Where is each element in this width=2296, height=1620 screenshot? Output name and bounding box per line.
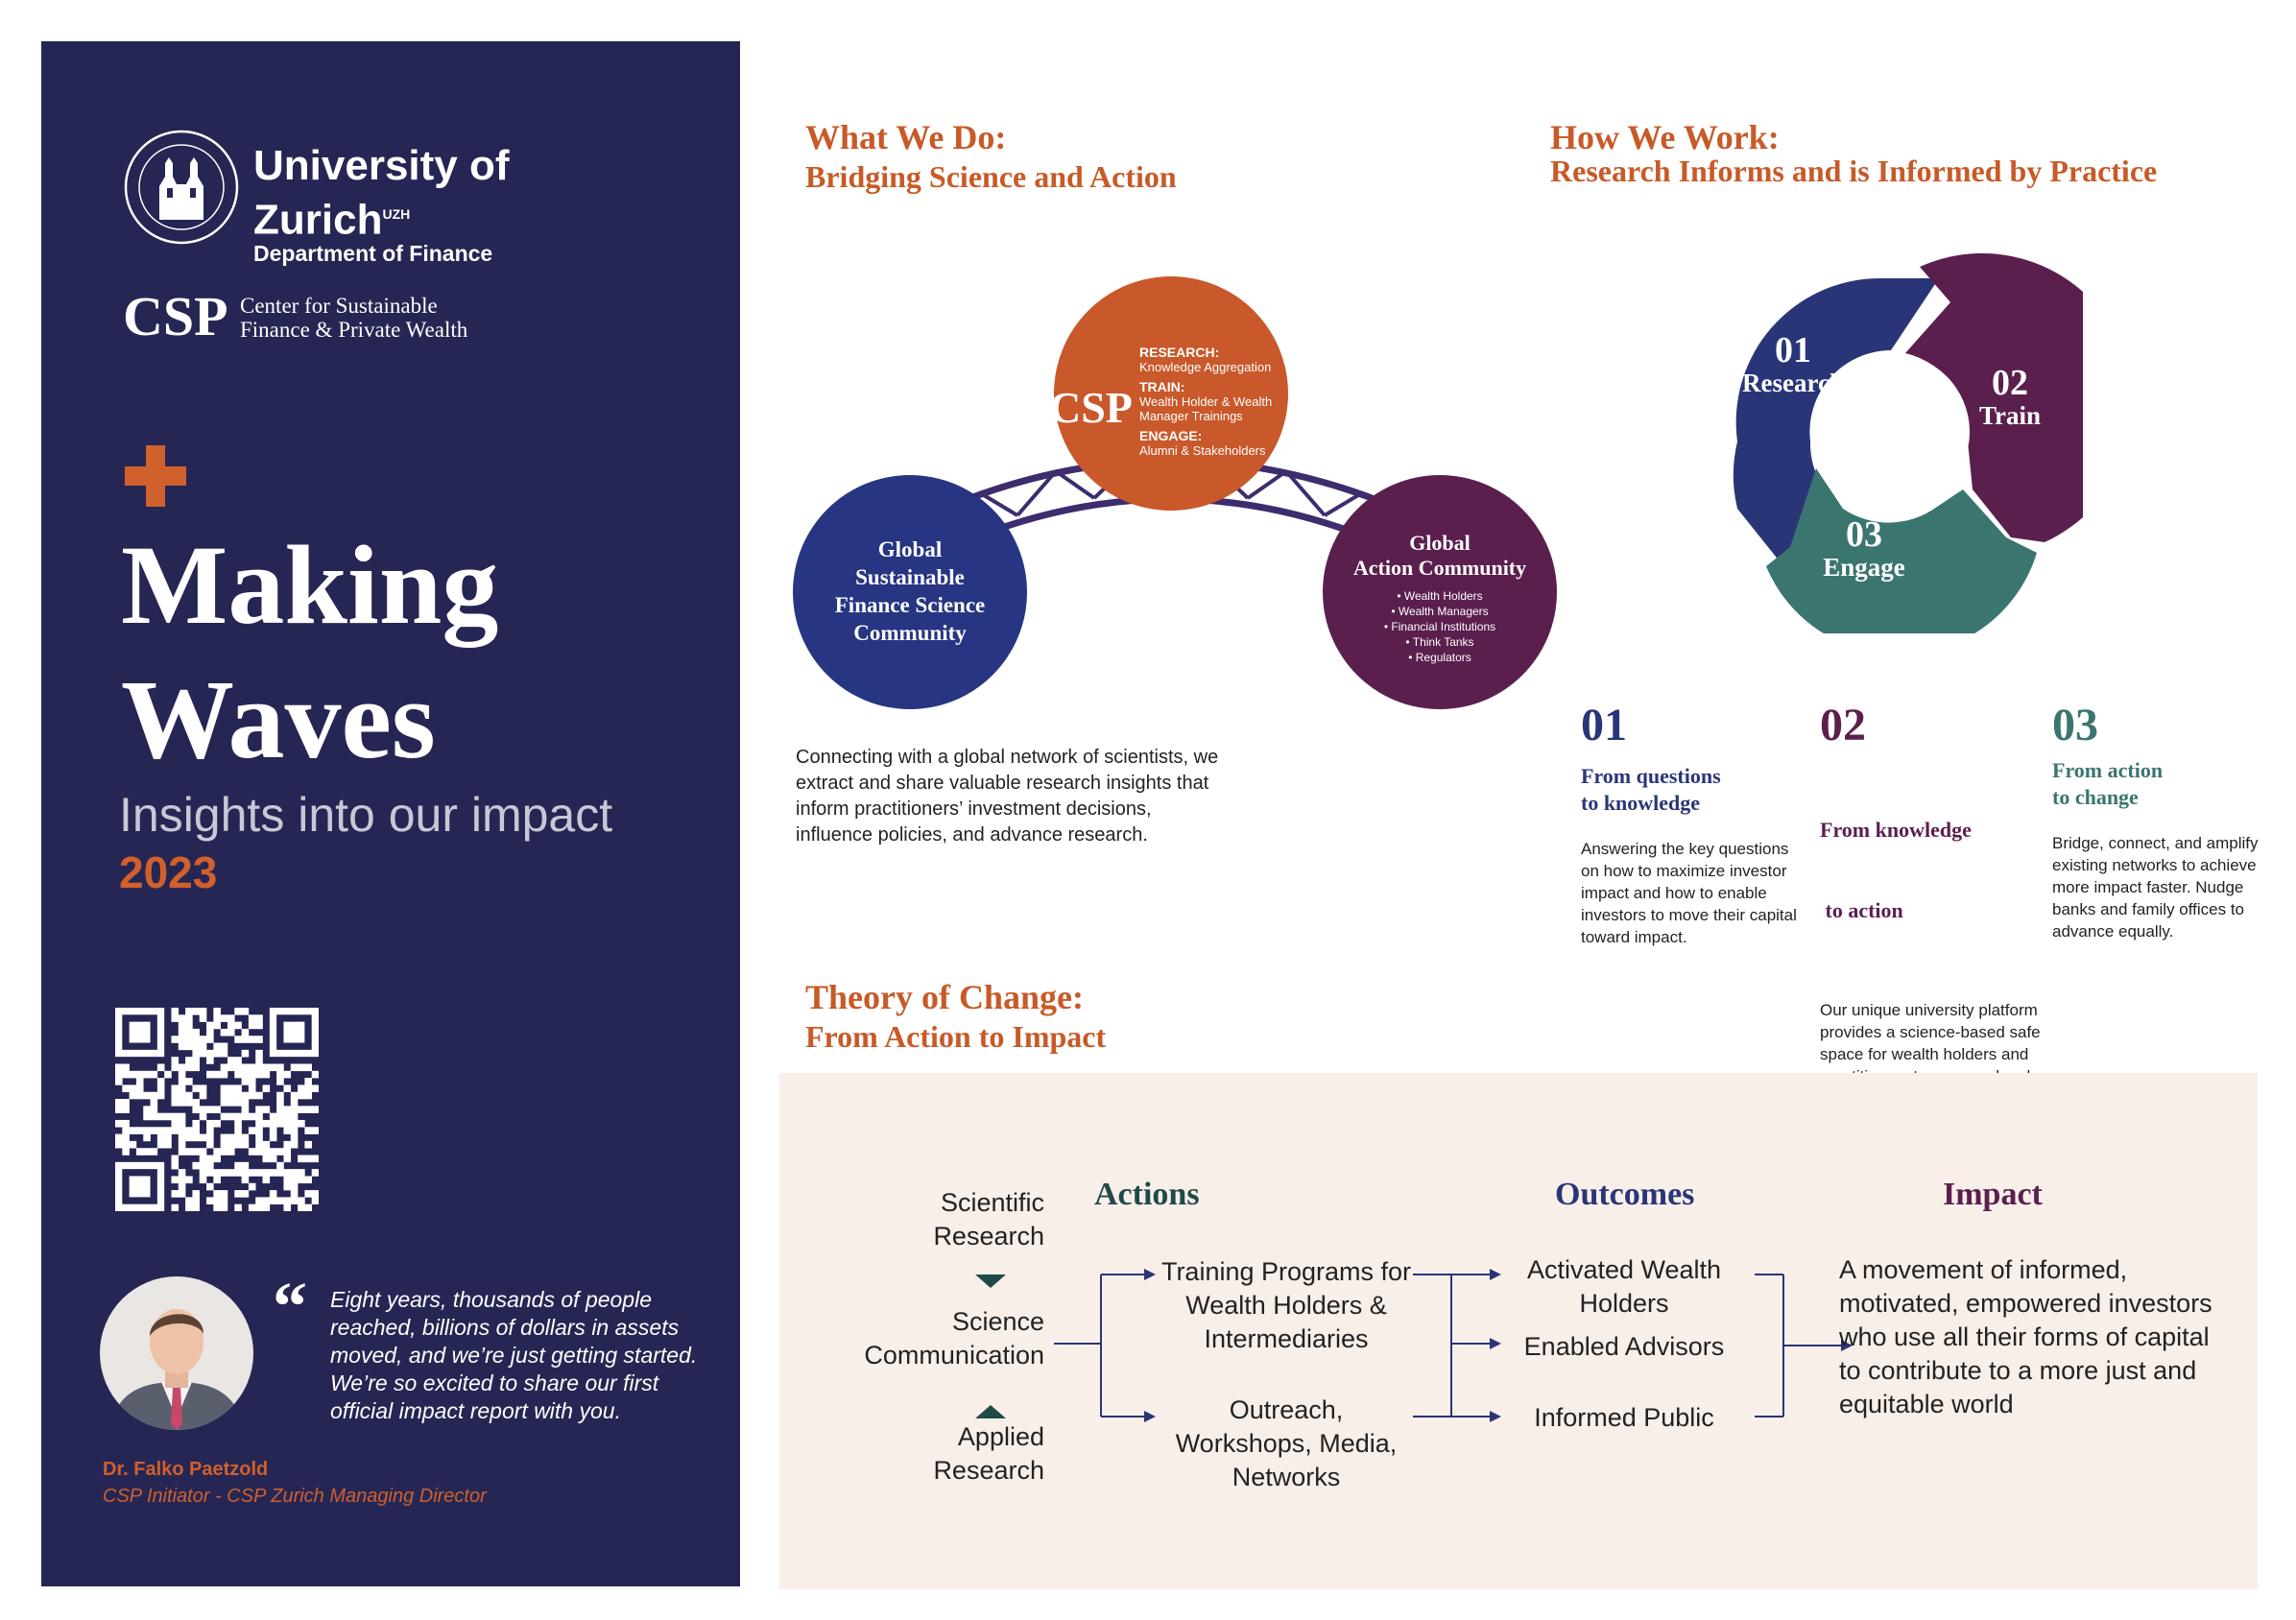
qr-code[interactable]	[115, 1008, 319, 1211]
csp-name-line1: Center for Sustainable	[240, 294, 438, 318]
arrow-down-icon	[975, 1275, 1006, 1288]
science-line4: Community	[853, 621, 967, 645]
step-title-2a: From knowledge	[1820, 818, 1972, 842]
cycle-label-1: Research	[1742, 369, 1844, 397]
action-outreach: Outreach, Workshops, Media, Networks	[1175, 1395, 1398, 1491]
train-text-2: Manager Trainings	[1139, 409, 1243, 423]
engage-label: ENGAGE:	[1139, 428, 1203, 443]
step-body-1: Answering the key questions on how to maximize investor impact and how to enable investors to move their capital toward impact.	[1581, 840, 1797, 946]
title-line1: Making	[121, 522, 499, 648]
how-we-work-heading: How We Work:	[1550, 118, 1780, 156]
department-name: Department of Finance	[253, 241, 493, 266]
step-title-3b: to change	[2052, 785, 2139, 809]
csp-name-line2: Finance & Private Wealth	[240, 318, 468, 342]
quote-text: Eight years, thousands of people reached, billions of dollars in assets moved, and we’re just getting started. We’re so excited to share our first official impact report with you.	[330, 1287, 698, 1423]
step-num-2: 02	[1820, 700, 1866, 750]
action-item: • Financial Institutions	[1383, 620, 1496, 633]
university-name-line2: Zurich	[253, 196, 383, 244]
research-label: RESEARCH:	[1139, 345, 1220, 360]
step-body-3: Bridge, connect, and amplify existing networks to achieve more impact faster. Nudge banks and family offices to advance equally.	[2052, 834, 2259, 941]
theory-subheading: From Action to Impact	[805, 1019, 1107, 1054]
impact-heading: Impact	[1943, 1177, 2043, 1212]
title-line2: Waves	[121, 656, 436, 782]
university-name: University of	[253, 142, 510, 189]
step-title-2b: to action	[1820, 898, 1903, 922]
author-role: CSP Initiator - CSP Zurich Managing Director	[103, 1486, 487, 1507]
subtitle: Insights into our impact	[119, 788, 613, 842]
csp-logo-text: CSP	[123, 285, 228, 347]
science-line3: Finance Science	[834, 593, 986, 617]
impact-text: A movement of informed, motivated, empowered investors who use all their forms of capital to contribute to a more just and equitable world	[1839, 1255, 2212, 1418]
step-num-1: 01	[1581, 700, 1627, 750]
author-name: Dr. Falko Paetzold	[103, 1459, 269, 1480]
action-item: • Wealth Managers	[1391, 605, 1489, 618]
action-line2: Action Community	[1352, 556, 1527, 580]
theory-heading: Theory of Change:	[805, 978, 1084, 1016]
arrow-up-icon	[975, 1405, 1006, 1418]
outcomes-heading: Outcomes	[1555, 1177, 1695, 1212]
cycle-num-2: 02	[1992, 363, 2028, 403]
uzh-superscript: UZH	[382, 206, 411, 222]
cycle-label-3: Engage	[1823, 553, 1905, 582]
plus-cross-icon	[123, 443, 188, 509]
action-item: • Wealth Holders	[1397, 589, 1483, 603]
science-line1: Global	[877, 537, 943, 561]
train-label: TRAIN:	[1139, 379, 1185, 394]
outcome-enabled: Enabled Advisors	[1523, 1332, 1725, 1361]
action-item: • Think Tanks	[1405, 635, 1474, 649]
university-seal-icon	[123, 129, 240, 246]
report-year: 2023	[119, 847, 218, 897]
science-line2: Sustainable	[855, 565, 965, 589]
input-science-communication: Science Communication	[864, 1307, 1044, 1370]
outcome-activated: Activated Wealth Holders	[1526, 1255, 1722, 1318]
csp-circle-label: CSP	[1049, 383, 1133, 432]
action-item: • Regulators	[1408, 651, 1471, 664]
avatar	[98, 1275, 255, 1432]
action-line1: Global	[1409, 531, 1471, 555]
what-we-do-description: Connecting with a global network of scientists, we extract and share valuable research insights that inform practitioners’ investment decisions, influence policies, and advance research.	[796, 747, 1219, 846]
engage-text: Alumni & Stakeholders	[1139, 443, 1266, 458]
research-text: Knowledge Aggregation	[1139, 360, 1272, 374]
step-num-3: 03	[2052, 700, 2098, 750]
cycle-num-3: 03	[1846, 514, 1882, 555]
cycle-label-2: Train	[1978, 401, 2041, 430]
how-we-work-subheading: Research Informs and is Informed by Practice	[1550, 154, 2158, 188]
outcome-informed: Informed Public	[1534, 1403, 1714, 1432]
input-applied-research: Applied Research	[933, 1422, 1044, 1485]
actions-heading: Actions	[1094, 1177, 1200, 1212]
input-scientific-research: Scientific Research	[933, 1188, 1044, 1251]
step-body-2: Our unique university platform provides a science-based safe space for wealth holders and	[1820, 1001, 2041, 1063]
cycle-num-1: 01	[1775, 330, 1811, 370]
what-we-do-heading: What We Do:	[805, 118, 1007, 156]
step-title-1a: From questions	[1581, 764, 1721, 788]
train-text-1: Wealth Holder & Wealth	[1139, 394, 1273, 409]
step-title-3a: From action	[2052, 758, 2164, 782]
action-training: Training Programs for Wealth Holders & Intermediaries	[1160, 1257, 1412, 1353]
step-title-1b: to knowledge	[1581, 791, 1701, 815]
what-we-do-subheading: Bridging Science and Action	[805, 159, 1177, 194]
quote-mark-icon: “	[273, 1268, 307, 1345]
